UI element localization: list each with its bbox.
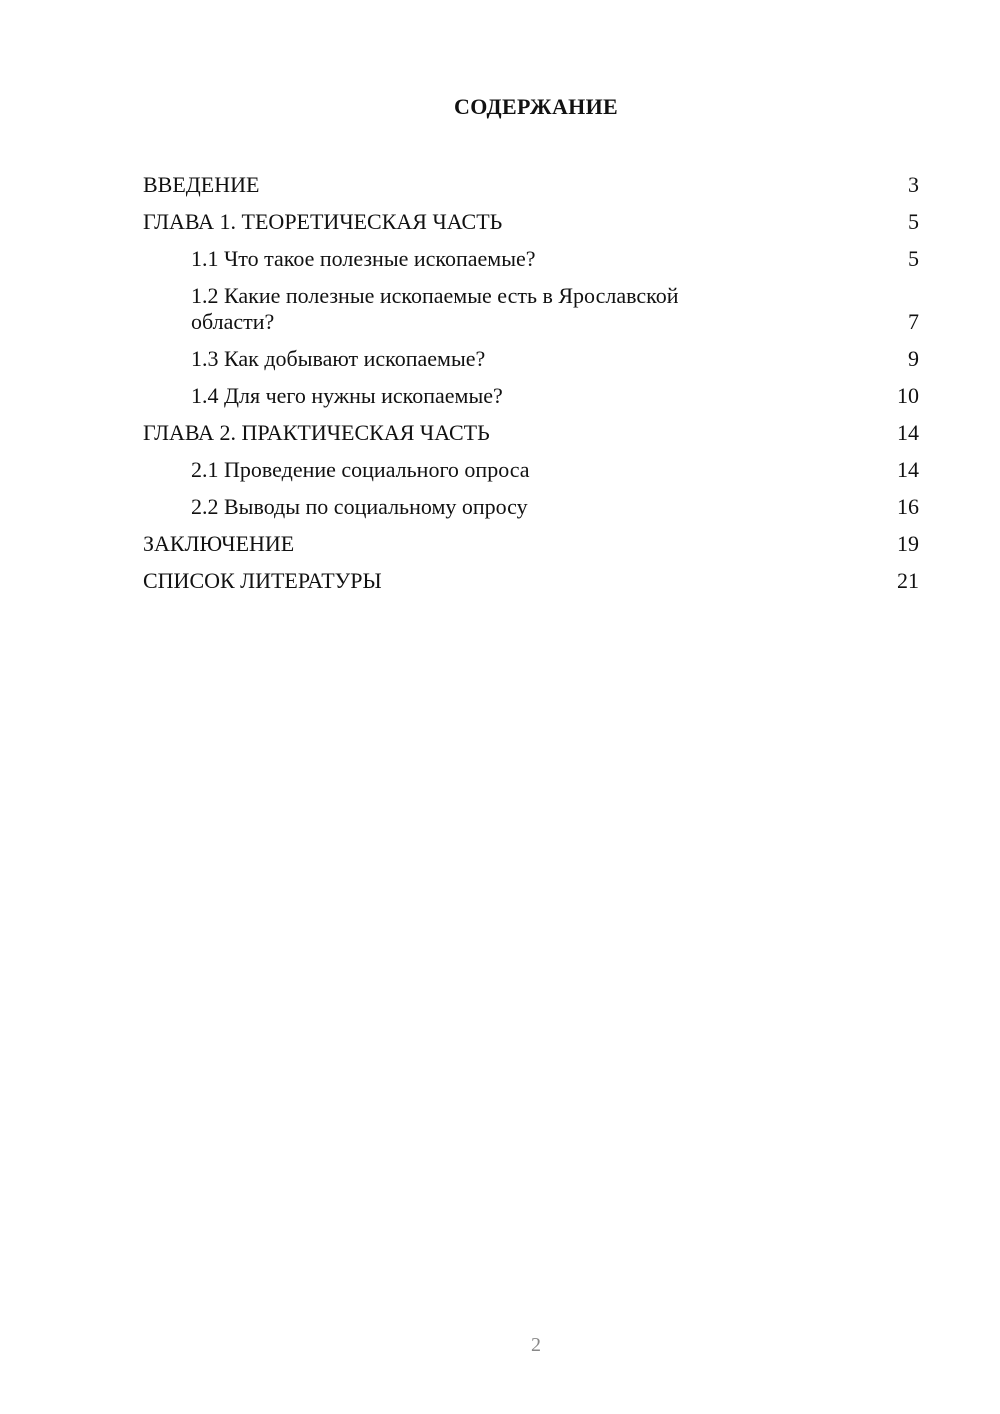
toc-entry-text: ВВЕДЕНИЕ — [143, 171, 260, 197]
toc-entry-page: 7 — [908, 308, 919, 334]
toc-entry-introduction[interactable] — [143, 166, 919, 203]
toc-entry-text: 1.4 Для чего нужны ископаемые? — [191, 382, 503, 408]
toc-entry-page: 16 — [897, 493, 919, 519]
toc-entry-text: 1.3 Как добывают ископаемые? — [191, 345, 486, 371]
toc-entry-text: 2.2 Выводы по социальному опросу — [191, 493, 528, 519]
toc-entry-page: 5 — [908, 245, 919, 271]
toc-entry-page: 21 — [897, 567, 919, 593]
table-of-contents — [143, 166, 919, 599]
toc-entry-page: 3 — [908, 171, 919, 197]
toc-entry-section-2-2[interactable] — [143, 488, 919, 525]
page-title: СОДЕРЖАНИЕ — [454, 94, 618, 119]
toc-entry-section-1-4[interactable] — [143, 377, 919, 414]
toc-entry-page: 19 — [897, 530, 919, 556]
toc-entry-page: 9 — [908, 345, 919, 371]
toc-entry-section-1-2[interactable] — [143, 277, 919, 340]
toc-entry-page: 14 — [897, 419, 919, 445]
toc-entry-page: 10 — [897, 382, 919, 408]
toc-entry-section-2-1[interactable] — [143, 451, 919, 488]
toc-entry-section-1-1[interactable] — [143, 240, 919, 277]
toc-entry-text: 1.1 Что такое полезные ископаемые? — [191, 245, 536, 271]
toc-entry-text: СПИСОК ЛИТЕРАТУРЫ — [143, 567, 382, 593]
toc-entry-references[interactable] — [143, 562, 919, 599]
toc-entry-text: ГЛАВА 2. ПРАКТИЧЕСКАЯ ЧАСТЬ — [143, 419, 490, 445]
toc-entry-page: 5 — [908, 208, 919, 234]
toc-entry-text: ГЛАВА 1. ТЕОРЕТИЧЕСКАЯ ЧАСТЬ — [143, 208, 503, 234]
toc-entry-page: 14 — [897, 456, 919, 482]
toc-entry-text: 2.1 Проведение социального опроса — [191, 456, 530, 482]
toc-entry-section-1-3[interactable] — [143, 340, 919, 377]
toc-entry-text: 1.2 Какие полезные ископаемые есть в Ярославской области? — [191, 282, 679, 334]
toc-entry-chapter-2[interactable] — [143, 414, 919, 451]
page-number: 2 — [531, 1334, 541, 1356]
toc-entry-chapter-1[interactable] — [143, 203, 919, 240]
toc-entry-conclusion[interactable] — [143, 525, 919, 562]
toc-entry-text: ЗАКЛЮЧЕНИЕ — [143, 530, 295, 556]
